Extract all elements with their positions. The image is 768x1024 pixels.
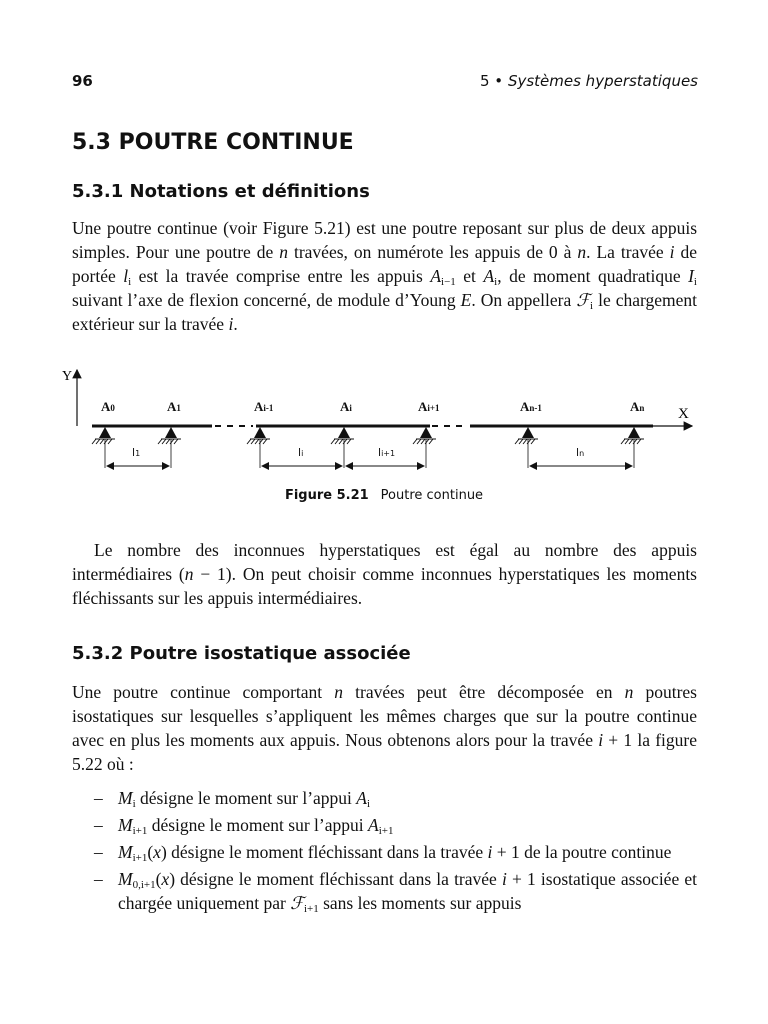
math-symbol: ℱ	[576, 290, 591, 310]
math-symbol: A	[483, 266, 495, 286]
support-label: An-1	[520, 399, 542, 414]
text-run: − 1). On peut choisir comme inconnues hyperstatiques les moments fléchissants sur les appuis intermédiaires.	[72, 564, 697, 608]
text-run: (	[155, 869, 162, 889]
math-symbol: E	[460, 290, 472, 310]
subscript: 0,i+1	[132, 879, 156, 891]
figure-label: Figure 5.21	[284, 488, 369, 503]
text-run: suivant l’axe de flexion concerné, de module d’Young	[72, 290, 461, 310]
subscript: i	[590, 300, 594, 312]
subscript: i−1	[441, 276, 456, 288]
math-symbol: M	[118, 815, 133, 835]
support-label: Ai	[340, 399, 352, 414]
math-symbol: ℱ	[290, 893, 304, 913]
list-item	[72, 786, 697, 810]
support-label: An	[630, 399, 645, 414]
subscript: i+1	[132, 825, 148, 837]
subscript: i+1	[303, 903, 319, 915]
figure-caption-text: Poutre continue	[380, 488, 484, 503]
math-symbol: I	[688, 266, 694, 286]
support-label: A1	[167, 399, 181, 414]
subscript: i+1	[132, 852, 148, 864]
page-number: 96	[72, 72, 93, 90]
support-label: Ai-1	[254, 399, 274, 414]
text-run: ) désigne le moment fléchissant dans la travée	[160, 842, 488, 862]
chapter-title: Systèmes hyperstatiques	[507, 72, 698, 90]
math-symbol: A	[368, 815, 379, 835]
math-symbol: i	[228, 314, 234, 334]
text-run: + 1 de la poutre continue	[492, 842, 672, 862]
x-axis-label: X	[678, 406, 689, 422]
paragraph-isostatic	[72, 680, 697, 776]
math-symbol: l	[123, 266, 129, 286]
span-length-label: ln	[576, 446, 585, 459]
text-run: le chargement extérieur sur la travée	[72, 290, 698, 334]
subsection-title: 5.3.1 Notations et définitions	[72, 181, 370, 202]
math-symbol: i	[487, 842, 493, 862]
support-label: Ai+1	[418, 399, 440, 414]
paragraph-notations	[72, 216, 697, 336]
subscript: i	[132, 798, 136, 810]
math-symbol: M	[118, 869, 133, 889]
y-axis-label: Y	[62, 369, 73, 384]
text-run: (	[147, 842, 154, 862]
text-run: poutres isostatiques sur lesquelles s’appliquent les mêmes charges que sur la poutre continue avec en plus les moments aux appuis. Nous obtenons alors pour la travée	[72, 682, 697, 750]
section-title: 5.3 POUTRE CONTINUE	[72, 130, 354, 155]
text-run: est la travée comprise entre les appuis	[131, 266, 431, 286]
text-run: Le nombre des inconnues hyperstatiques est égal au nombre des appuis intermédiaires (	[72, 540, 697, 584]
math-symbol: x	[161, 869, 170, 889]
math-symbol: n	[334, 682, 344, 702]
subscript: i	[367, 798, 371, 810]
running-header	[480, 72, 698, 90]
text-run: de portée	[72, 242, 697, 286]
math-symbol: n	[624, 682, 634, 702]
list-item	[72, 813, 697, 837]
math-symbol: M	[118, 842, 133, 862]
figure-caption	[0, 488, 768, 503]
text-run: désigne le moment sur l’appui	[135, 788, 357, 808]
span-length-label: li+1	[378, 446, 396, 459]
subsection-title: 5.3.2 Poutre isostatique associée	[72, 643, 411, 664]
list-item	[72, 840, 697, 864]
math-symbol: i	[598, 730, 604, 750]
subscript: i	[494, 276, 498, 288]
span-length-label: li	[298, 446, 304, 459]
text-run: travées, on numérote les appuis de 0 à	[288, 242, 578, 262]
math-symbol: x	[153, 842, 161, 862]
definition-list	[72, 786, 697, 918]
text-run: Une poutre continue (voir Figure 5.21) est une poutre reposant sur plus de deux appuis simples. Pour une poutre de	[72, 218, 697, 262]
text-run: désigne le moment sur l’appui	[147, 815, 368, 835]
subscript: i	[693, 276, 697, 288]
text-run: sans les moments sur appuis	[318, 893, 522, 913]
text-run: . On appellera	[471, 290, 577, 310]
text-run: + 1 isostatique associée et chargée uniquement par	[118, 869, 697, 913]
span-length-label: l1	[132, 446, 141, 459]
math-symbol: n	[279, 242, 288, 262]
text-run: .	[233, 314, 238, 334]
text-run: ) désigne le moment fléchissant dans la travée	[169, 869, 502, 889]
subscript: i	[128, 276, 132, 288]
text-run: Une poutre continue comportant	[72, 682, 335, 702]
math-symbol: n	[577, 242, 587, 262]
math-symbol: i	[669, 242, 675, 262]
chapter-number: 5 •	[479, 72, 504, 90]
math-symbol: n	[184, 564, 194, 584]
paragraph-unknowns	[72, 538, 697, 610]
math-symbol: i	[501, 869, 507, 889]
subscript: i+1	[378, 825, 394, 837]
text-run: , de moment quadratique	[497, 266, 689, 286]
text-run: travées peut être décomposée en	[343, 682, 625, 702]
math-symbol: M	[118, 788, 133, 808]
support-label: A0	[101, 399, 115, 414]
text-run: et	[455, 266, 484, 286]
text-run: + 1 la figure 5.22 où :	[72, 730, 697, 774]
math-symbol: A	[356, 788, 367, 808]
list-item	[72, 867, 697, 915]
text-run: . La travée	[586, 242, 670, 262]
figure-labels	[60, 360, 700, 480]
math-symbol: A	[430, 266, 442, 286]
